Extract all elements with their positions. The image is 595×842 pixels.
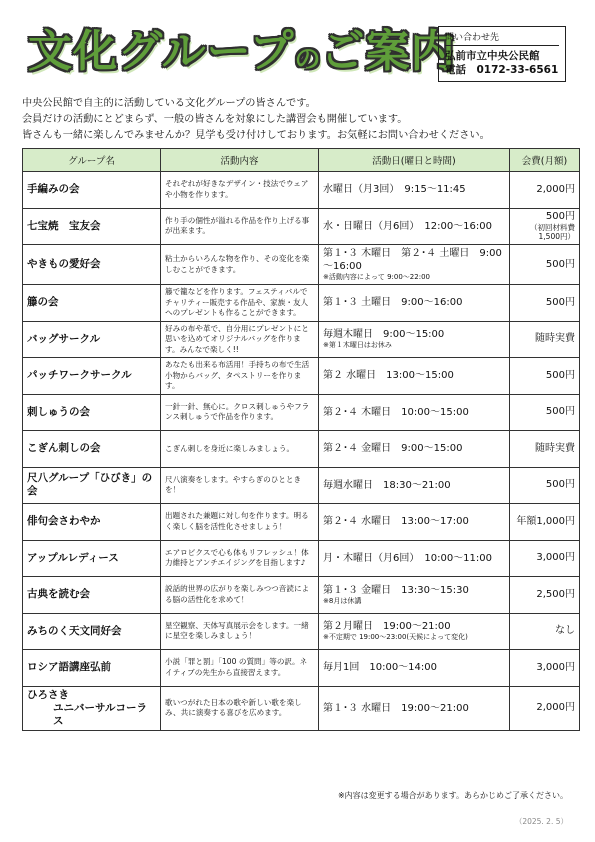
table-row [23,540,580,577]
activity-text: 歌いつがれた日本の歌や新しい歌を楽しみ、共に演奏する喜びを広めます。 [165,697,302,717]
cell-group-name [23,208,161,245]
table-row [23,208,580,245]
cell-fee [510,650,580,687]
schedule-note: ※8月は休講 [323,596,362,605]
cell-group-name [23,285,161,322]
activity-text: 尺八演奏をします。やすらぎのひとときを！ [165,474,302,495]
fee-value: 500円 [545,406,575,418]
contact-label: 問い合わせ先 [445,30,559,46]
cell-fee [510,394,580,431]
fee-value: 随時実費 [535,333,575,345]
cell-group-name [23,613,161,650]
group-name: 手編みの会 [27,183,80,196]
schedule-text: 第２ 水曜日 13:00～15:00 [323,370,454,382]
cell-fee [510,321,580,358]
table-row [23,358,580,395]
activity-text: 好みの布や革で、自分用にプレゼントにと思いを込めてオリジナルバッグを作ります。みんなで楽しく!! [165,323,309,354]
group-name: パッチワークサークル [27,369,132,382]
fee-value: 2,000円 [536,183,575,195]
group-table [22,148,580,731]
cell-activity [161,540,319,577]
table-row [23,172,580,209]
table-row [23,321,580,358]
cell-activity [161,467,319,504]
cell-activity [161,285,319,322]
schedule-note: ※活動内容によって 9:00～22:00 [323,273,430,281]
activity-text: 籐で籠などを作ります。フェスティバルでチャリティー販売する作品や、家族・友人へのプレゼントも作ることができます。 [165,287,309,317]
activity-text: エアロビクスで心も体もリフレッシュ！体力維持とアンチエイジングを目指します♪ [165,547,309,568]
cell-group-name [23,577,161,614]
group-name: 俳句会さわやか [27,515,101,528]
page-title [28,24,456,84]
cell-group-name [23,245,161,285]
cell-activity [161,577,319,614]
cell-fee [510,504,580,541]
schedule-text: 月・木曜日（月6回） 10:00～11:00 [323,552,492,564]
schedule-text: 水曜日（月3回） 9:15～11:45 [323,184,466,196]
cell-fee [510,172,580,209]
title-no: の [294,45,321,75]
fee-value: 3,000円 [536,661,575,673]
activity-text: 星空観察、天体写真展示会をします。一緒に星空を楽しみましょう！ [165,620,309,641]
cell-fee [510,358,580,395]
fee-value: 500円 [545,210,575,222]
cell-schedule [319,172,510,209]
fee-value: 3,000円 [536,552,575,564]
activity-text: こぎん刺しを身近に楽しみましょう。 [165,443,295,453]
cell-activity [161,321,319,358]
table-row [23,504,580,541]
footnote: ※内容は変更する場合があります。あらかじめご了承ください。 [337,791,568,800]
cell-activity [161,245,319,285]
cell-schedule [319,358,510,395]
schedule-text: 毎週水曜日 18:30～21:00 [323,479,451,491]
schedule-text: 毎月1回 10:00～14:00 [323,662,437,674]
cell-fee [510,245,580,285]
fee-value: 500円 [545,369,575,381]
cell-schedule [319,394,510,431]
schedule-text: 水・日曜日（月6回） 12:00～16:00 [323,220,492,232]
contact-name: 弘前市立中央公民館 [445,50,540,62]
table-row [23,431,580,468]
cell-schedule [319,504,510,541]
schedule-note: ※第１木曜日はお休み [323,341,392,350]
activity-text: 作り手の個性が溢れる作品を作り上げる事が出来ます。 [165,215,310,236]
table-row [23,577,580,614]
cell-schedule [319,467,510,504]
cell-group-name [23,394,161,431]
cell-group-name [23,358,161,395]
fee-value: なし [555,625,575,637]
table-row [23,285,580,322]
activity-text: 一針一針、無心に。クロス刺しゅうやフランス刺しゅうで作品を作ります。 [165,401,310,422]
cell-group-name [23,686,161,730]
cell-schedule [319,321,510,358]
table-row [23,650,580,687]
activity-text: それぞれが好きなデザイン・技法でウェア や小物を作ります。 [165,179,309,199]
schedule-text: 毎週木曜日 9:00～15:00 [323,329,445,341]
title-main: 文化グループ [28,26,295,77]
schedule-text: 第２･４ 水曜日 13:00～17:00 [323,516,469,528]
cell-schedule [319,686,510,730]
cell-group-name [23,540,161,577]
group-name: みちのく天文同好会 [27,624,122,637]
header-activity: 活動内容 [161,149,319,172]
cell-activity [161,613,319,650]
issue-date: （2025. 2. 5） [514,817,568,826]
table-row [23,686,580,730]
header-group-name: グループ名 [23,149,161,172]
fee-value: 500円 [545,479,575,491]
group-name: やきもの愛好会 [27,258,101,270]
cell-group-name [23,467,161,504]
table-header-row [23,149,580,172]
intro-text [22,96,582,144]
intro-line: 中央公民館で自主的に活動している文化グループの皆さんです。 [22,98,316,109]
schedule-text: 第１･３ 木曜日 第２･４ 土曜日 9:00～16:00 [323,248,502,272]
group-name: 古典を読む会 [27,588,90,601]
cell-activity [161,686,319,730]
contact-box [438,26,566,82]
cell-schedule [319,650,510,687]
title-end: ご案内 [320,26,456,77]
header-fee: 会費(月額) [510,149,580,172]
cell-activity [161,431,319,468]
cell-schedule [319,208,510,245]
cell-activity [161,358,319,395]
schedule-text: 第１･３ 水曜日 19:00～21:00 [323,702,469,714]
cell-group-name [23,172,161,209]
group-name: ひろさき [27,688,69,701]
fee-value: 2,000円 [536,702,575,713]
schedule-text: 第１･３ 土曜日 9:00～16:00 [323,297,463,309]
activity-text: 粘土からいろんな物を作り、その変化を楽しむことができます。 [165,254,310,274]
table-row [23,613,580,650]
schedule-note: ※不定期で 19:00～23:00(天候によって変化) [323,633,468,642]
cell-group-name [23,321,161,358]
cell-schedule [319,577,510,614]
intro-line: 皆さんも一緒に楽しんでみませんか？見学も受け付けしております。お気軽にお問い合わせください。 [22,130,490,141]
contact-tel: 電話 0172-33-6561 [445,64,559,76]
activity-text: 小説「罪と罰」「100 の質問」等の訳。ネイティブの先生から直接習えます。 [165,657,308,677]
group-name: 籐の会 [27,296,59,309]
group-name: アップルレディース [27,551,119,564]
intro-line: 会員だけの活動にとどまらず、一般の皆さんを対象にした講習会も開催しています。 [22,114,408,125]
cell-activity [161,394,319,431]
group-name-line2: ユニバーサルコーラス [53,701,147,727]
activity-text: 説話的世界の広がりを楽しみつつ音読による脳の活性化を求めて！ [165,584,310,604]
table-row [23,394,580,431]
cell-schedule [319,540,510,577]
cell-fee [510,613,580,650]
group-name: バッグサークル [27,332,101,345]
cell-activity [161,208,319,245]
activity-text: あなたも出来る布活用！手持ちの布で生活小物からバッグ、タペストリーを作ります。 [165,360,310,390]
schedule-text: 第２月曜日 19:00～21:00 [323,621,451,633]
header-schedule: 活動日(曜日と時間) [319,149,510,172]
cell-fee [510,431,580,468]
cell-fee [510,686,580,730]
cell-group-name [23,504,161,541]
activity-text: 出題された兼題に対し句を作ります。明るく楽しく脳を活性化させましょう！ [165,511,309,531]
schedule-text: 第２･４ 金曜日 9:00～15:00 [323,443,463,455]
cell-fee [510,540,580,577]
fee-note: （初回材料費1,500円） [530,222,575,242]
cell-fee [510,285,580,322]
cell-schedule [319,613,510,650]
cell-schedule [319,431,510,468]
fee-value: 2,500円 [536,588,575,600]
table-row [23,467,580,504]
cell-fee [510,577,580,614]
cell-schedule [319,245,510,285]
cell-activity [161,650,319,687]
fee-value: 年額1,000円 [516,515,575,527]
cell-fee [510,208,580,245]
fee-value: 500円 [545,296,575,308]
group-name: こぎん刺しの会 [27,442,101,455]
cell-schedule [319,285,510,322]
schedule-text: 第２･４ 木曜日 10:00～15:00 [323,406,469,418]
group-name: ロシア語講座弘前 [27,661,111,674]
cell-group-name [23,650,161,687]
schedule-text: 第１･３ 金曜日 13:30～15:30 [323,584,469,596]
fee-value: 随時実費 [535,442,575,454]
group-name: 刺しゅうの会 [27,405,90,418]
cell-activity [161,172,319,209]
group-name: 七宝焼 宝友会 [27,219,101,232]
cell-fee [510,467,580,504]
fee-value: 500円 [545,258,575,270]
cell-activity [161,504,319,541]
cell-group-name [23,431,161,468]
group-name: 尺八グループ「ひびき」の会 [27,472,153,498]
table-row [23,245,580,285]
